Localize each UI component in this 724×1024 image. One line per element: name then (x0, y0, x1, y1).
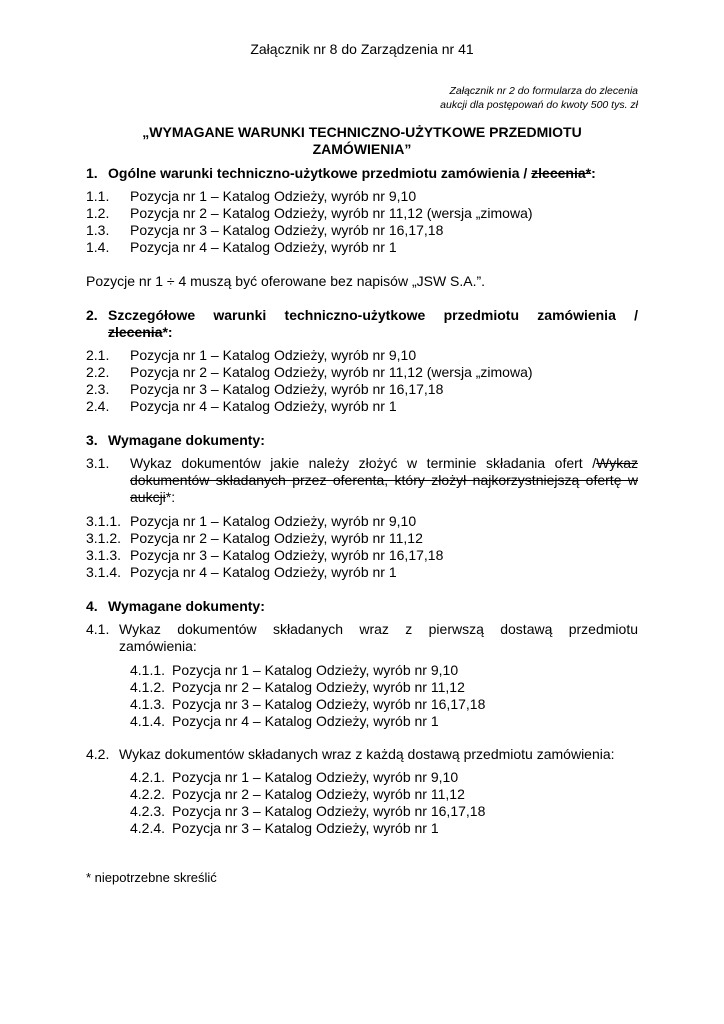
section3-sub-line3-struck: aukcji (130, 489, 166, 505)
section1-item-1-text: Pozycja nr 1 – Katalog Odzieży, wyrób nr 9,10 (130, 188, 417, 204)
section1-item-2-num: 1.2. (86, 205, 110, 221)
section3-item-1-text: Pozycja nr 1 – Katalog Odzieży, wyrób nr 9,10 (130, 513, 417, 529)
section4-sub1-item-1-num: 4.1.1. (130, 662, 166, 678)
section4-sub1-item-2-text: Pozycja nr 2 – Katalog Odzieży, wyrób nr 11,12 (172, 679, 465, 695)
attachment-note-line2: aukcji dla postępowań do kwoty 500 tys. zł (440, 99, 638, 111)
section1-heading-end: : (591, 165, 596, 181)
section3-item-1-num: 3.1.1. (86, 513, 122, 529)
section4-sub1-item-3-num: 4.1.3. (130, 696, 166, 712)
section4-sub2-num: 4.2. (86, 746, 110, 762)
section2-item-3-num: 2.3. (86, 381, 110, 397)
section1-note: Pozycje nr 1 ÷ 4 muszą być oferowane bez napisów „JSW S.A.”. (86, 273, 486, 289)
section4-heading: Wymagane dokumenty: (108, 598, 265, 614)
section4-sub1-line2: zamówienia: (119, 638, 197, 654)
section2-item-4-text: Pozycja nr 4 – Katalog Odzieży, wyrób nr 1 (130, 398, 397, 414)
section1-item-4-num: 1.4. (86, 239, 110, 255)
section3-number: 3. (86, 432, 98, 448)
section1-heading-struck: zlecenia* (531, 165, 592, 181)
section2-item-2-text: Pozycja nr 2 – Katalog Odzieży, wyrób nr 11,12 (wersja „zimowa) (130, 364, 533, 380)
section2-item-3-text: Pozycja nr 3 – Katalog Odzieży, wyrób nr 16,17,18 (130, 381, 444, 397)
attachment-note-line1: Załącznik nr 2 do formularza do zlecenia (449, 85, 638, 97)
attachment-note (440, 84, 638, 112)
section2-item-4-num: 2.4. (86, 398, 110, 414)
section3-sub-line3-end: *: (165, 489, 176, 505)
section3-item-4-text: Pozycja nr 4 – Katalog Odzieży, wyrób nr 1 (130, 564, 397, 580)
section4-sub2-item-4-num: 4.2.4. (130, 820, 166, 836)
section2-item-2-num: 2.2. (86, 364, 110, 380)
section1-item-3-text: Pozycja nr 3 – Katalog Odzieży, wyrób nr 16,17,18 (130, 222, 444, 238)
section4-number: 4. (86, 598, 98, 614)
main-title (0, 124, 724, 158)
section3-sub-line1-plain: Wykaz dokumentów jakie należy złożyć w terminie składania ofert / (130, 455, 597, 471)
section3-item-4-num: 3.1.4. (86, 564, 122, 580)
main-title-line2: ZAMÓWIENIA” (312, 141, 412, 157)
section3-heading: Wymagane dokumenty: (108, 432, 265, 448)
section4-sub2-item-2-num: 4.2.2. (130, 786, 166, 802)
section2-heading-line1: Szczegółowe warunki techniczno-użytkowe przedmiotu zamówienia / (108, 307, 638, 323)
section1-heading (108, 165, 596, 182)
section4-sub1-item-4-num: 4.1.4. (130, 713, 166, 729)
section4-sub2-item-2-text: Pozycja nr 2 – Katalog Odzieży, wyrób nr 11,12 (172, 786, 465, 802)
section3-item-3-num: 3.1.3. (86, 547, 122, 563)
section3-sub-line3 (130, 489, 175, 506)
section4-sub2-item-1-text: Pozycja nr 1 – Katalog Odzieży, wyrób nr 9,10 (172, 769, 459, 785)
main-title-line1: „WYMAGANE WARUNKI TECHNICZNO-UŻYTKOWE PRZEDMIOTU (142, 124, 582, 140)
section2-heading-end: *: (162, 324, 173, 340)
section3-sub-line2: dokumentów składanych przez oferenta, który złożył najkorzystniejszą ofertę w (130, 472, 638, 488)
section1-heading-text: Ogólne warunki techniczno-użytkowe przedmiotu zamówienia / (108, 165, 532, 181)
section4-sub1-line1: Wykaz dokumentów składanych wraz z pierwszą dostawą przedmiotu (119, 621, 638, 637)
section2-heading-struck: zlecenia (108, 324, 163, 340)
section1-number: 1. (86, 165, 98, 181)
section2-item-1-text: Pozycja nr 1 – Katalog Odzieży, wyrób nr 9,10 (130, 347, 417, 363)
section4-sub2-item-4-text: Pozycja nr 3 – Katalog Odzieży, wyrób nr 1 (172, 820, 439, 836)
section3-sub-num: 3.1. (86, 455, 110, 471)
section3-item-2-num: 3.1.2. (86, 530, 122, 546)
section1-item-3-num: 1.3. (86, 222, 110, 238)
section4-sub1-num: 4.1. (86, 621, 110, 637)
section1-item-1-num: 1.1. (86, 188, 110, 204)
section2-heading-line2 (108, 324, 173, 341)
section2-number: 2. (86, 307, 98, 323)
section3-item-2-text: Pozycja nr 2 – Katalog Odzieży, wyrób nr 11,12 (130, 530, 423, 546)
section3-sub-line1-struck: Wykaz (596, 455, 638, 471)
section1-item-2-text: Pozycja nr 2 – Katalog Odzieży, wyrób nr 11,12 (wersja „zimowa) (130, 205, 533, 221)
section4-sub1-item-1-text: Pozycja nr 1 – Katalog Odzieży, wyrób nr 9,10 (172, 662, 459, 678)
section4-sub2-line: Wykaz dokumentów składanych wraz z każdą dostawą przedmiotu zamówienia: (119, 746, 615, 762)
document-header-title: Załącznik nr 8 do Zarządzenia nr 41 (250, 41, 474, 57)
section4-sub2-item-1-num: 4.2.1. (130, 769, 166, 785)
section1-item-4-text: Pozycja nr 4 – Katalog Odzieży, wyrób nr 1 (130, 239, 397, 255)
section4-sub1-item-2-num: 4.1.2. (130, 679, 166, 695)
footnote: * niepotrzebne skreślić (86, 870, 217, 885)
section4-sub2-item-3-text: Pozycja nr 3 – Katalog Odzieży, wyrób nr 16,17,18 (172, 803, 486, 819)
section4-sub1-item-4-text: Pozycja nr 4 – Katalog Odzieży, wyrób nr 1 (172, 713, 439, 729)
section3-sub-line1 (130, 455, 638, 472)
section4-sub2-item-3-num: 4.2.3. (130, 803, 166, 819)
section4-sub1-item-3-text: Pozycja nr 3 – Katalog Odzieży, wyrób nr 16,17,18 (172, 696, 486, 712)
section3-item-3-text: Pozycja nr 3 – Katalog Odzieży, wyrób nr 16,17,18 (130, 547, 444, 563)
section2-item-1-num: 2.1. (86, 347, 110, 363)
